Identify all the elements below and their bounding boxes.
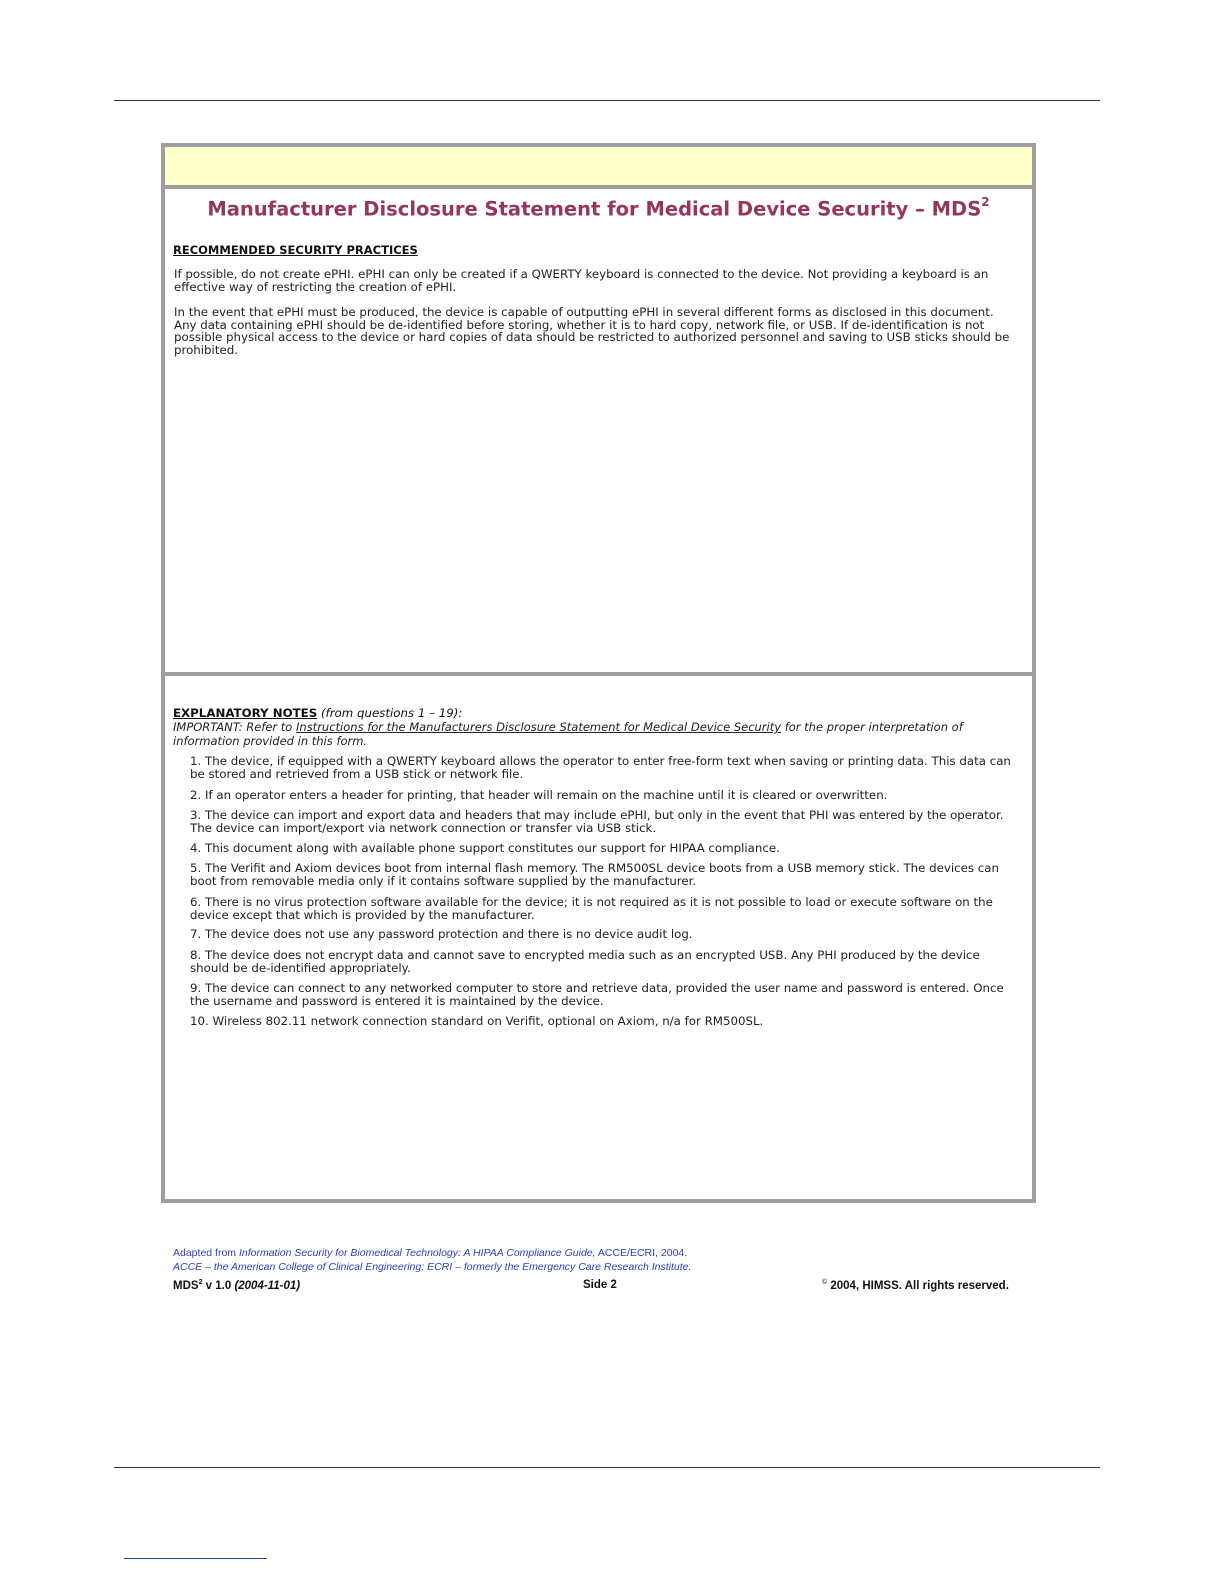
explanatory-note-9: 9. The device can connect to any networked computer to store and retrieve data, provided the user name and password is entered. Once the username and password is entered it is maintained by the device. xyxy=(190,981,1004,1008)
section-divider xyxy=(165,672,1032,676)
explanatory-note-3: 3. The device can import and export data and headers that may include ePHI, but only in the event that PHI was entered by the operator. The device can import/export via network connection or transfer via USB stick. xyxy=(190,808,1004,835)
adapted-from-credit xyxy=(173,1247,687,1259)
recommended-paragraph-2: In the event that ePHI must be produced, the device is capable of outputting ePHI in several different forms as disclosed in this document. Any data containing ePHI should be de-identified before storing, whether it is to hard copy, network file, or USB. If de-identification is not possible physical access to the device or hard copies of data should be restricted to authorized personnel and saving to USB sticks should be prohibited. xyxy=(174,305,1010,357)
form-title xyxy=(165,197,1032,221)
explanatory-note-1: 1. The device, if equipped with a QWERTY keyboard allows the operator to enter free-form text when saving or printing data. This data can be stored and retrieved from a USB stick or network file. xyxy=(190,754,1011,781)
form-version xyxy=(173,1279,300,1292)
adapted-from-prefix: Adapted from xyxy=(173,1247,239,1259)
page-header-rule xyxy=(114,100,1100,101)
form-header-band xyxy=(165,147,1032,189)
recommended-paragraph-1: If possible, do not create ePHI. ePHI can only be created if a QWERTY keyboard is connected to the device. Not providing a keyboard is an effective way of restricting the creation of ePHI. xyxy=(174,267,989,294)
explanatory-note-5: 5. The Verifit and Axiom devices boot from internal flash memory. The RM500SL device boots from a USB memory stick. The devices can boot from removable media only if it contains software supplied by the manufacturer. xyxy=(190,861,999,888)
explanatory-note-10: 10. Wireless 802.11 network connection standard on Verifit, optional on Axiom, n/a for RM500SL. xyxy=(190,1014,764,1028)
copyright-symbol: © xyxy=(822,1279,828,1286)
footnote-separator xyxy=(124,1558,267,1559)
form-title-superscript: 2 xyxy=(981,195,990,209)
important-reference-title: Instructions for the Manufacturers Disclosure Statement for Medical Device Security xyxy=(296,720,782,734)
explanatory-notes-label: EXPLANATORY NOTES xyxy=(173,706,318,720)
important-suffix: for the proper interpretation of information provided in this form. xyxy=(173,720,963,748)
form-title-text: Manufacturer Disclosure Statement for Medical Device Security – MDS xyxy=(207,197,982,221)
form-version-superscript: 2 xyxy=(198,1279,203,1286)
important-prefix: IMPORTANT: Refer to xyxy=(173,720,297,734)
page-footer-rule xyxy=(114,1467,1100,1468)
explanatory-note-2: 2. If an operator enters a header for printing, that header will remain on the machine until it is cleared or overwritten. xyxy=(190,788,888,802)
adapted-from-suffix: ACCE/ECRI, 2004. xyxy=(595,1247,688,1259)
explanatory-note-4: 4. This document along with available phone support constitutes our support for HIPAA compliance. xyxy=(190,841,780,855)
explanatory-notes-heading xyxy=(173,706,462,720)
important-notice xyxy=(173,720,1018,748)
form-version-text: v 1.0 xyxy=(202,1279,235,1292)
copyright-notice xyxy=(822,1279,1009,1292)
page-side-label: Side 2 xyxy=(583,1279,617,1291)
acronyms-credit: ACCE – the American College of Clinical Engineering; ECRI – formerly the Emergency Care Research Institute. xyxy=(173,1261,692,1273)
copyright-text: 2004, HIMSS. All rights reserved. xyxy=(827,1279,1009,1292)
explanatory-notes-scope: (from questions 1 – 19): xyxy=(320,706,463,720)
explanatory-note-6: 6. There is no virus protection software available for the device; it is not required as it is not possible to load or execute software on the device except that which is provided by the manufacturer. xyxy=(190,895,993,922)
explanatory-note-8: 8. The device does not encrypt data and cannot save to encrypted media such as an encrypted USB. Any PHI produced by the device should be de-identified appropriately. xyxy=(190,948,980,975)
mds2-form-frame xyxy=(161,143,1036,1203)
recommended-practices-heading: RECOMMENDED SECURITY PRACTICES xyxy=(173,243,418,257)
adapted-from-book-title: Information Security for Biomedical Technology: A HIPAA Compliance Guide, xyxy=(238,1247,596,1259)
form-version-prefix: MDS xyxy=(173,1279,199,1292)
explanatory-note-7: 7. The device does not use any password protection and there is no device audit log. xyxy=(190,927,693,941)
form-version-date: (2004-11-01) xyxy=(234,1279,301,1292)
